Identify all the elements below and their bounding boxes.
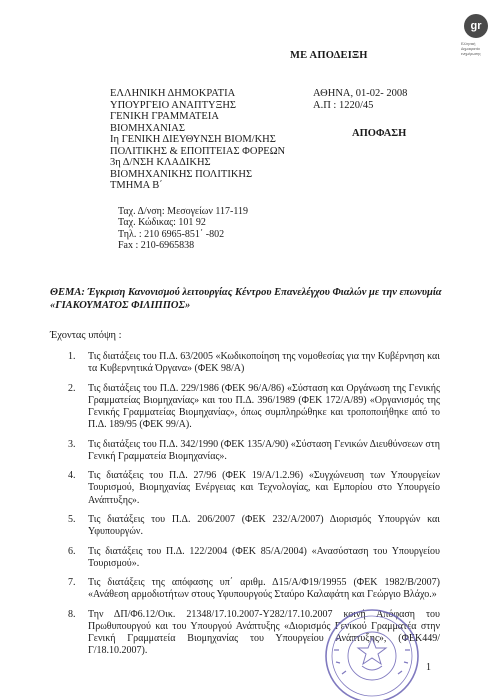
address-line: Ταχ. Κώδικας: 101 92	[118, 217, 206, 229]
address-line: Τηλ. : 210 6965-851΄ -802	[118, 228, 225, 240]
item-number: 2.	[68, 382, 76, 394]
item-text: Τις διατάξεις του Π.Δ. 27/96 (ΦΕΚ 19/Α/1.2.96) «Συγχώνευση των Υπουργείων Τουρισμού, Βιομηχανίας Ενέργειας και Τεχνολογίας, και Εμπορίου στο Υπουργείο Ανάπτυξης».	[88, 470, 440, 506]
logo-text-line: Ελληνική	[461, 42, 476, 46]
official-stamp	[316, 600, 424, 700]
list-item	[68, 577, 440, 601]
item-number: 6.	[68, 545, 76, 557]
list-item	[68, 545, 440, 570]
page-number: 1	[426, 662, 431, 673]
list-item	[68, 438, 440, 463]
ministry-line: Ιη ΓΕΝΙΚΗ ΔΙΕΥΘΥΝΣΗ ΒΙΟΜ/ΚΗΣ	[110, 134, 276, 145]
protocol-line: Α.Π : 1220/45	[313, 100, 374, 111]
item-text: Τις διατάξεις της απόφασης υπ΄ αριθμ. Δ15/Α/Φ19/19955 (ΦΕΚ 1982/Β/2007) «Ανάθεση αρμοδιοτήτων στους Υφυπουργούς Σταύρο Καλαφάτη και Γεώργιο Βλάχο.»	[88, 577, 440, 601]
date-protocol-block	[313, 88, 407, 112]
item-text: Τις διατάξεις του Π.Δ. 229/1986 (ΦΕΚ 96/Α/86) «Σύσταση και Οργάνωση της Γενικής Γραμματείας Βιομηχανίας» και του Π.Δ. 396/1989 (ΦΕΚ 172/Α/89) «Οργανισμός της Γενικής Γραμματείας Βιομηχανίας», όπως συμπληρώθηκε και τροποποιήθηκε από το Π.Δ. 189/95 (ΦΕΚ 99/Α).	[88, 382, 440, 431]
item-text: Τις διατάξεις του Π.Δ. 206/2007 (ΦΕΚ 232/Α/2007) Διορισμός Υπουργών και Υφυπουργών.	[88, 513, 440, 538]
address-block	[118, 206, 248, 251]
ministry-line: ΕΛΛΗΝΙΚΗ ΔΗΜΟΚΡΑΤΙΑ	[110, 88, 236, 99]
list-item	[68, 470, 440, 507]
date-line: ΑΘΗΝΑ, 01-02- 2008	[313, 88, 408, 99]
item-text: Την ΔΠ/Φ6.12/Οικ. 21348/17.10.2007-Υ282/17.10.2007 κοινή Απόφαση του Πρωθυπουργού και του Υπουργού Ανάπτυξης «Διορισμός Γενικού Γραμματέα στην Γενική Γραμματεία Βιομηχανίας του Υπουργείου Ανάπτυξης», (ΦΕΚ449/Γ/18.10.2007).	[88, 608, 440, 657]
ministry-line: ΠΟΛΙΤΙΚΗΣ & ΕΠΟΠΤΕΙΑΣ ΦΟΡΕΩΝ	[110, 145, 286, 157]
item-number: 1.	[68, 351, 76, 362]
logo-text-line: Δημοκρατία	[461, 47, 480, 51]
item-number: 3.	[68, 438, 76, 450]
ministry-line: ΓΕΝΙΚΗ ΓΡΑΜΜΑΤΕΙΑ	[110, 111, 219, 122]
item-number: 8.	[68, 608, 76, 620]
item-number: 7.	[68, 577, 76, 589]
item-number: 4.	[68, 470, 76, 482]
item-text: Τις διατάξεις του Π.Δ. 342/1990 (ΦΕΚ 135/Α/90) «Σύσταση Γενικών Διευθύνσεων στη Γενική Γραμματεία Βιομηχανίας».	[88, 438, 440, 462]
having-in-view-label: Έχοντας υπόψη :	[50, 330, 122, 341]
subject-heading: ΘΕΜΑ: Έγκριση Κανονισμού λειτουργίας Κέντρου Επανελέγχου Φιαλών με την επωνυμία «ΓΙΑΚΟΥΜΑΤΟΣ ΦΙΛΙΠΠΟΣ»	[50, 287, 442, 311]
item-text: Τις διατάξεις του Π.Δ. 63/2005 «Κωδικοποίηση της νομοθεσίας για την Κυβέρνηση και τα Κυβερνητικά Όργανα» (ΦΕΚ 98/Α)	[88, 351, 440, 375]
list-item	[68, 513, 440, 538]
item-text: Τις διατάξεις του Π.Δ. 122/2004 (ΦΕΚ 85/Α/2004) «Ανασύσταση του Υπουργείου Τουρισμού».	[88, 545, 440, 569]
ministry-line: ΒΙΟΜΗΧΑΝΙΚΗΣ ΠΟΛΙΤΙΚΗΣ	[110, 168, 253, 180]
decision-label: ΑΠΟΦΑΣΗ	[352, 128, 407, 139]
address-line: Fax : 210-6965838	[118, 239, 195, 251]
logo-text-line: ενημέρωσης	[461, 52, 481, 56]
ministry-line: ΤΜΗΜΑ Β΄	[110, 180, 163, 191]
ministry-line: ΒΙΟΜΗΧΑΝΙΑΣ	[110, 122, 185, 134]
ministry-line: 3η Δ/ΝΣΗ ΚΛΑΔΙΚΗΣ	[110, 157, 211, 168]
receipt-label: ΜΕ ΑΠΟΔΕΙΞΗ	[290, 50, 368, 61]
ministry-line: ΥΠΟΥΡΓΕΙΟ ΑΝΑΠΤΥΞΗΣ	[110, 99, 237, 111]
list-item	[68, 351, 440, 375]
address-line: Ταχ. Δ/νση: Μεσογείων 117-119	[118, 206, 248, 217]
list-item	[68, 382, 440, 432]
gr-logo	[461, 14, 495, 76]
logo-mark: gr	[464, 14, 488, 38]
ministry-block	[110, 88, 285, 192]
item-number: 5.	[68, 513, 76, 525]
